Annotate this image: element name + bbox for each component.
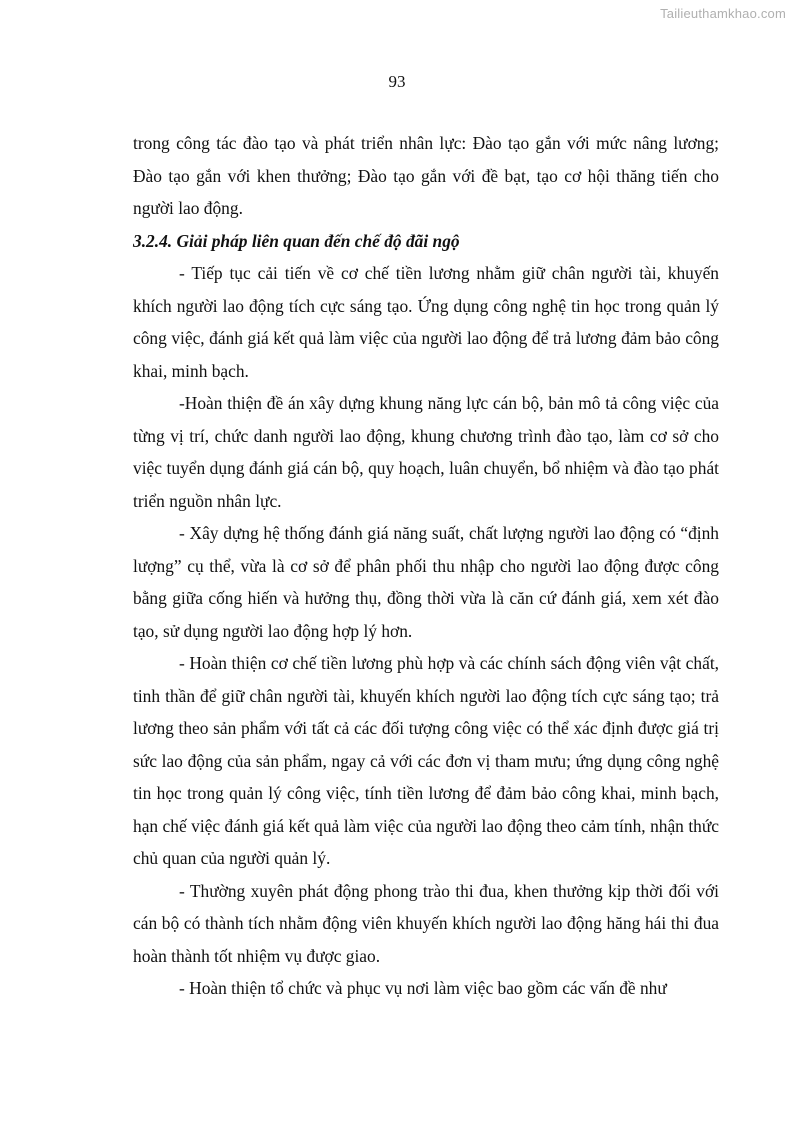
paragraph: - Thường xuyên phát động phong trào thi đua, khen thưởng kịp thời đối với cán bộ có thành tích nhằm động viên khuyến khích người lao động hăng hái thi đua hoàn thành tốt nhiệm vụ được giao. — [133, 880, 719, 966]
document-body — [133, 127, 719, 1005]
page-number: 93 — [388, 72, 406, 91]
paragraph: - Hoàn thiện cơ chế tiền lương phù hợp và các chính sách động viên vật chất, tinh thần để giữ chân người tài, khuyến khích người lao động tích cực sáng tạo; trả lương theo sản phẩm với tất cả các đối tượng công việc có thể xác định được giá trị sức lao động của sản phẩm, ngay cả với các đơn vị tham mưu; ứng dụng công nghệ tin học trong quản lý công việc, tính tiền lương để đảm bảo công khai, minh bạch, hạn chế việc đánh giá kết quả làm việc của người lao động theo cảm tính, nhận thức chủ quan của người quản lý. — [133, 653, 719, 868]
paragraph: - Xây dựng hệ thống đánh giá năng suất, chất lượng người lao động có “định lượng” cụ thể, vừa là cơ sở để phân phối thu nhập cho người lao động được công bằng giữa cống hiến và hưởng thụ, đồng thời vừa là căn cứ đánh giá, xem xét đào tạo, sử dụng người lao động hợp lý hơn. — [133, 523, 719, 641]
watermark: Tailieuthamkhao.com — [660, 6, 786, 21]
section-heading: 3.2.4. Giải pháp liên quan đến chế độ đãi ngộ — [133, 230, 460, 251]
intro-paragraph: trong công tác đào tạo và phát triển nhân lực: Đào tạo gắn với mức nâng lương; Đào tạo gắn với khen thưởng; Đào tạo gắn với đề bạt, tạo cơ hội thăng tiến cho người lao động. — [133, 133, 719, 218]
paragraph: - Tiếp tục cải tiến về cơ chế tiền lương nhằm giữ chân người tài, khuyến khích người lao động tích cực sáng tạo. Ứng dụng công nghệ tin học trong quản lý công việc, đánh giá kết quả làm việc của người lao động để trả lương đảm bảo công khai, minh bạch. — [133, 263, 719, 381]
paragraph: -Hoàn thiện đề án xây dựng khung năng lực cán bộ, bản mô tả công việc của từng vị trí, chức danh người lao động, khung chương trình đào tạo, làm cơ sở cho việc tuyển dụng đánh giá cán bộ, quy hoạch, luân chuyển, bổ nhiệm và đào tạo phát triển nguồn nhân lực. — [133, 393, 719, 511]
paragraph: - Hoàn thiện tổ chức và phục vụ nơi làm việc bao gồm các vấn đề như — [179, 978, 667, 998]
